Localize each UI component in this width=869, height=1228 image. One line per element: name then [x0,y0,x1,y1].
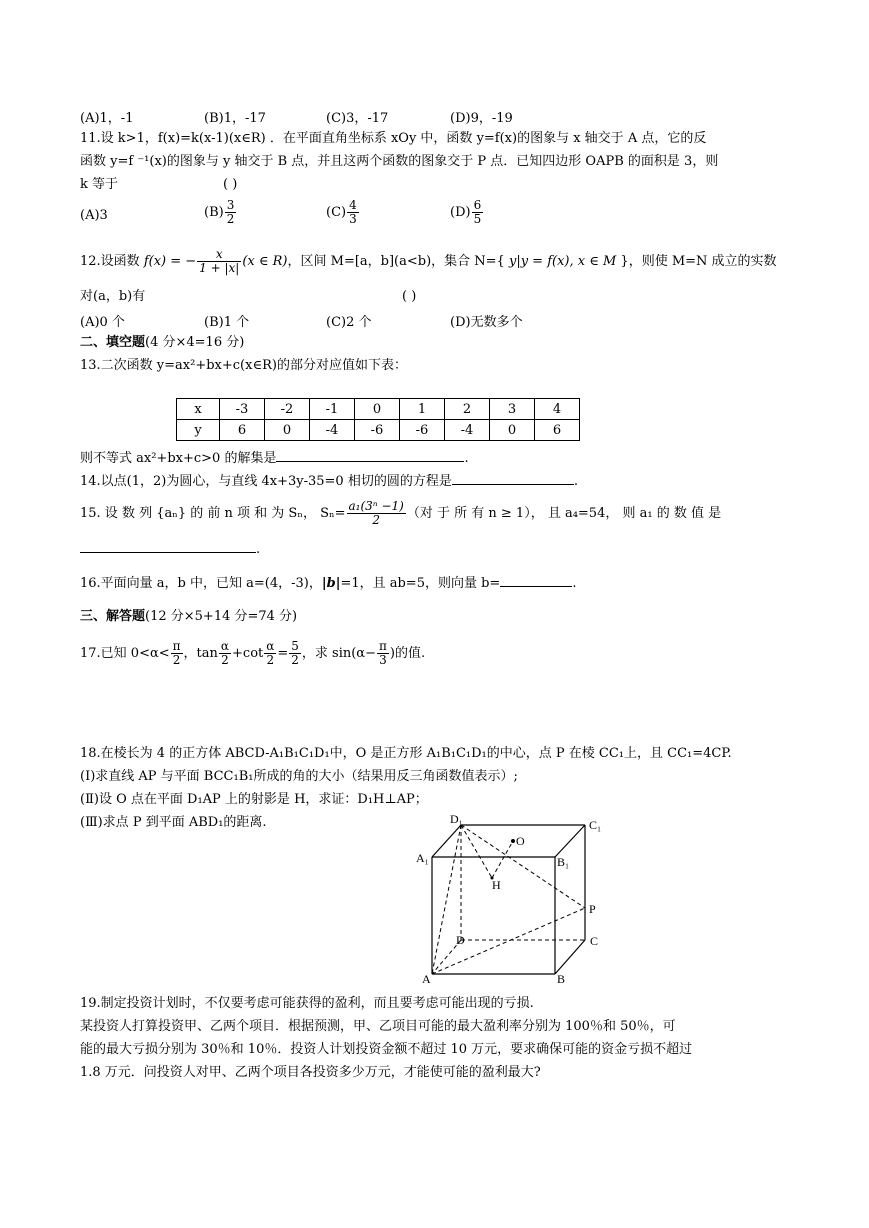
q19-line-3: 能的最大亏损分别为 30％和 10％．投资人计划投资金额不超过 10 万元，要求确保可能的资金亏损不超过 [80,1042,693,1057]
label-d: D [456,933,465,947]
q13-text: 13.二次函数 y=ax²+bx+c(x∈R)的部分对应值如下表： [80,358,407,373]
q11-option-b: (B) $\frac{3}{2}$ [204,198,235,226]
q11-line-2: 函数 y=f ⁻¹(x)的图象与 y 轴交于 B 点，并且这两个函数的图象交于 P 点．已知四边形 OAPB 的面积是 3，则 [80,154,719,169]
label-c1: C₁ [589,818,602,832]
q10-option-c: (C)3，-17 [326,111,389,126]
q11-line-1: 11.设 k>1，f(x)=k(x-1)(x∈R) ．在平面直角坐标系 xOy 中，函数 y=f(x)的图象与 x 轴交于 A 点，它的反 [80,131,707,146]
q13-question: 则不等式 ax²+bx+c>0 的解集是 . [80,451,469,466]
label-a: A [422,972,431,986]
q13-answer-blank [276,449,464,462]
q18-line-1: 18.在棱长为 4 的正方体 ABCD-A₁B₁C₁D₁中，O 是正方形 A₁B₁C₁D₁的中心，点 P 在棱 CC₁上，且 CC₁=4CP. [80,746,732,761]
q13-value-table [176,398,580,441]
q10-option-d: (D)9，-19 [450,111,513,126]
q14-question: 14.以点(1，2)为圆心，与直线 4x+3y-35=0 相切的圆的方程是 . [80,474,578,489]
q12-line-1: 12.设函数 f(x) = − $\frac{x}{1 + |x|}$ (x ∈ R)，区间 M=[a，b](a<b)，集合 N={ y|y = f(x), x ∈ M }，则使 M=N 成立的实数 [80,247,777,275]
q11-line-3 [80,176,238,194]
cube-figure [410,808,620,988]
q17-question: 17.已知 0<α< $\frac{\pi}{2}$ ，tan $\frac{\alpha}{2}$ +cot $\frac{\alpha}{2}$ = $\frac{5}{2}$ ，求 sin(α− $\frac{\pi}{3}$ )的值. [80,639,426,667]
q12-option-d: (D)无数多个 [450,315,523,330]
section-3-heading: 三、解答题(12 分×5+14 分=74 分) [80,609,298,624]
label-a1: A₁ [416,851,429,865]
q12-option-b: (B)1 个 [204,315,250,330]
q19-line-4: 1.8 万元．问投资人对甲、乙两个项目各投资多少万元，才能使可能的盈利最大? [80,1065,541,1080]
q15-line-2: . [80,540,260,559]
q14-answer-blank [452,472,574,485]
q11-line-3-text: k 等于 [80,177,119,192]
label-c: C [590,934,599,948]
q12-option-c: (C)2 个 [326,315,372,330]
q15-line-1: 15. 设 数 列 {aₙ} 的 前 n 项 和 为 Sₙ， Sₙ= $\frac{\text{a₁(3ⁿ −1)}}{2}$ （对 于 所 有 n ≥ 1）， 且 a₄=54， 则 a₁ 的 数 值 是 [80,499,722,527]
q18-line-3: (Ⅱ)设 O 点在平面 D₁AP 上的射影是 H，求证：D₁H⊥AP； [80,792,428,807]
label-b: B [557,972,566,986]
q12-line-2: 对(a，b)有 ( ) [80,289,417,304]
q11-option-d: (D) $\frac{6}{5}$ [450,198,482,226]
q12-option-a: (A)0 个 [80,315,125,330]
label-o: O [516,834,525,848]
label-h: H [492,878,501,892]
label-d1: D₁ [450,812,463,826]
q11-option-c: (C) $\frac{4}{3}$ [326,198,357,226]
q10-option-b: (B)1，-17 [204,111,266,126]
q11-option-a: (A)3 [80,208,108,223]
q12-answer-paren: ( ) [402,289,417,304]
section-2-heading: 二、填空题(4 分×4=16 分) [80,335,245,350]
q16-question: 16.平面向量 a，b 中，已知 a=(4，-3)，|b|=1，且 ab=5，则向量 b= . [80,576,577,591]
q11-answer-paren: ( ) [223,177,238,192]
table-row: x -3 -2 -1 0 1 2 3 4 [177,399,580,420]
q15-answer-blank [80,540,256,553]
q16-answer-blank [500,574,572,587]
q19-line-1: 19.制定投资计划时，不仅要考虑可能获得的盈利，而且要考虑可能出现的亏损. [80,996,534,1011]
table-row: y 6 0 -4 -6 -6 -4 0 6 [177,420,580,441]
q18-line-4: (Ⅲ)求点 P 到平面 ABD₁的距离. [80,815,267,830]
q10-option-a: (A)1，-1 [80,111,134,126]
q19-line-2: 某投资人打算投资甲、乙两个项目．根据预测，甲、乙项目可能的最大盈利率分别为 100％和 50％，可 [80,1019,676,1034]
label-p: P [589,902,596,916]
label-b1: B₁ [557,855,570,869]
q18-line-2: (Ⅰ)求直线 AP 与平面 BCC₁B₁所成的角的大小（结果用反三角函数值表示）; [80,769,518,784]
